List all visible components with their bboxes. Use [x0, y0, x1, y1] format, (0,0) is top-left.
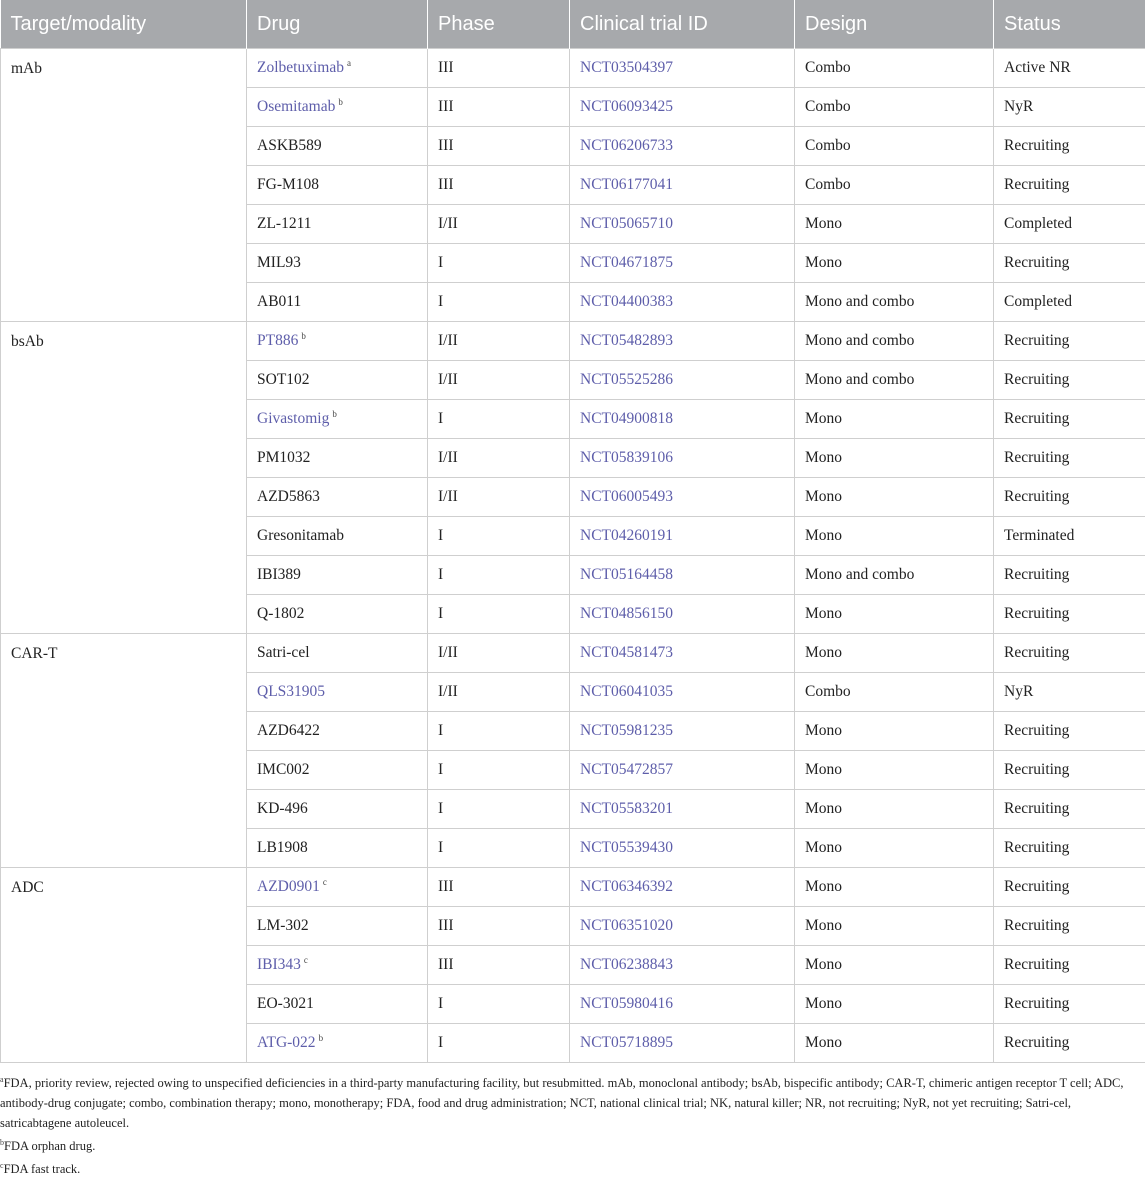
drug-name: Q-1802 [257, 605, 304, 622]
drug-name: Satri-cel [257, 644, 310, 661]
trial-id-cell[interactable] [570, 946, 795, 985]
trial-id-cell[interactable] [570, 634, 795, 673]
trial-id-link[interactable]: NCT05164458 [580, 566, 673, 583]
footnote-marker: b [338, 97, 343, 107]
footnote-marker: b [332, 409, 337, 419]
design-cell: Mono [795, 595, 994, 634]
trial-id-cell[interactable] [570, 127, 795, 166]
design-cell: Mono [795, 205, 994, 244]
drug-name: AZD5863 [257, 488, 320, 505]
drug-cell [247, 634, 428, 673]
trial-id-cell[interactable] [570, 283, 795, 322]
footnote-mark: c [0, 1161, 4, 1170]
phase-cell: I/II [428, 361, 570, 400]
trial-id-cell[interactable] [570, 1024, 795, 1063]
trial-id-link[interactable]: NCT05980416 [580, 995, 673, 1012]
trial-id-cell[interactable] [570, 751, 795, 790]
drug-link[interactable]: Givastomig [257, 411, 329, 428]
design-cell: Mono and combo [795, 283, 994, 322]
status-cell: Recruiting [994, 556, 1145, 595]
drug-cell [247, 166, 428, 205]
drug-cell [247, 556, 428, 595]
phase-cell: I [428, 985, 570, 1024]
drug-cell[interactable] [247, 868, 428, 907]
drug-cell[interactable] [247, 673, 428, 712]
design-cell: Mono [795, 985, 994, 1024]
trial-id-cell[interactable] [570, 556, 795, 595]
drug-cell[interactable] [247, 322, 428, 361]
drug-name: ASKB589 [257, 137, 322, 154]
header-drug: Drug [247, 0, 428, 49]
trial-id-link[interactable]: NCT04900818 [580, 410, 673, 427]
status-cell: Recruiting [994, 751, 1145, 790]
phase-cell: I [428, 712, 570, 751]
drug-link[interactable]: ATG-022 [257, 1035, 316, 1052]
drug-cell[interactable] [247, 400, 428, 439]
design-cell: Mono and combo [795, 556, 994, 595]
phase-cell: I [428, 400, 570, 439]
drug-link[interactable]: Osemitamab [257, 99, 335, 116]
design-cell: Mono [795, 868, 994, 907]
phase-cell: I/II [428, 634, 570, 673]
table-row [1, 868, 1145, 907]
drug-name: FG-M108 [257, 176, 319, 193]
phase-cell: III [428, 49, 570, 88]
footnote-a [0, 1070, 1145, 1133]
design-cell: Mono [795, 244, 994, 283]
phase-cell: I/II [428, 322, 570, 361]
footnote-text: FDA orphan drug. [4, 1139, 95, 1153]
drug-link[interactable]: QLS31905 [257, 683, 325, 700]
trial-id-cell[interactable] [570, 361, 795, 400]
status-cell: Recruiting [994, 595, 1145, 634]
status-cell: Recruiting [994, 1024, 1145, 1063]
status-cell: Recruiting [994, 790, 1145, 829]
design-cell: Mono [795, 478, 994, 517]
trial-id-link[interactable]: NCT06351020 [580, 917, 673, 934]
drug-cell [247, 127, 428, 166]
footnote-text: FDA fast track. [4, 1162, 81, 1176]
design-cell: Mono [795, 946, 994, 985]
phase-cell: I [428, 595, 570, 634]
phase-cell: I [428, 556, 570, 595]
phase-cell: I [428, 751, 570, 790]
header-phase: Phase [428, 0, 570, 49]
footnote-marker: b [319, 1033, 324, 1043]
status-cell: Recruiting [994, 829, 1145, 868]
drug-name: LB1908 [257, 839, 308, 856]
trial-id-cell[interactable] [570, 517, 795, 556]
status-cell: Recruiting [994, 985, 1145, 1024]
drug-cell [247, 244, 428, 283]
drug-name: AB011 [257, 293, 301, 310]
status-cell: Recruiting [994, 400, 1145, 439]
trial-id-cell[interactable] [570, 88, 795, 127]
trial-id-cell[interactable] [570, 244, 795, 283]
drug-name: MIL93 [257, 254, 301, 271]
table-header [1, 0, 1145, 49]
trial-id-link[interactable]: NCT05583201 [580, 800, 673, 817]
header-design: Design [795, 0, 994, 49]
trial-id-link[interactable]: NCT05472857 [580, 761, 673, 778]
design-cell: Mono and combo [795, 361, 994, 400]
design-cell: Mono [795, 907, 994, 946]
drug-cell[interactable] [247, 49, 428, 88]
drug-name: ZL-1211 [257, 215, 312, 232]
footnote-mark: a [0, 1075, 4, 1084]
phase-cell: III [428, 88, 570, 127]
drug-name: EO-3021 [257, 995, 314, 1012]
phase-cell: I [428, 283, 570, 322]
footnote-mark: b [0, 1138, 4, 1147]
trial-id-link[interactable]: NCT04856150 [580, 605, 673, 622]
table-body [1, 49, 1145, 1063]
design-cell: Mono [795, 751, 994, 790]
drug-cell [247, 751, 428, 790]
status-cell: Recruiting [994, 946, 1145, 985]
drug-name: AZD6422 [257, 722, 320, 739]
trial-id-link[interactable]: NCT05525286 [580, 371, 673, 388]
trial-id-cell[interactable] [570, 790, 795, 829]
design-cell: Combo [795, 673, 994, 712]
status-cell: Active NR [994, 49, 1145, 88]
trial-id-link[interactable]: NCT05981235 [580, 722, 673, 739]
design-cell: Mono and combo [795, 322, 994, 361]
design-cell: Mono [795, 517, 994, 556]
phase-cell: III [428, 868, 570, 907]
status-cell: Recruiting [994, 244, 1145, 283]
design-cell: Mono [795, 439, 994, 478]
modality-cell: CAR-T [1, 634, 247, 868]
phase-cell: I/II [428, 205, 570, 244]
trial-id-link[interactable]: NCT04260191 [580, 527, 673, 544]
footnote-text: FDA, priority review, rejected owing to unspecified deficiencies in a third-party manufacturing facility, but resubmitted. mAb, monoclonal antibody; bsAb, bispecific antibody; CAR-T, chimeric antigen receptor T cell; ADC, antibody-drug conjugate; combo, combination therapy; mono, monotherapy; FDA, food and drug administration; NCT, national clinical trial; NK, natural killer; NR, not recruiting; NyR, not yet recruiting; Satri-cel, satricabtagene autoleucel. [0, 1076, 1124, 1130]
drug-name: KD-496 [257, 800, 308, 817]
status-cell: Recruiting [994, 712, 1145, 751]
status-cell: Terminated [994, 517, 1145, 556]
drug-cell[interactable] [247, 88, 428, 127]
design-cell: Mono [795, 1024, 994, 1063]
drug-cell [247, 907, 428, 946]
phase-cell: I [428, 1024, 570, 1063]
drug-name: IMC002 [257, 761, 310, 778]
design-cell: Combo [795, 166, 994, 205]
drug-cell [247, 478, 428, 517]
phase-cell: I/II [428, 673, 570, 712]
header-row [1, 0, 1145, 49]
trial-id-link[interactable]: NCT05839106 [580, 449, 673, 466]
drug-name: LM-302 [257, 917, 309, 934]
trial-id-cell[interactable] [570, 907, 795, 946]
modality-cell: mAb [1, 49, 247, 322]
trial-id-cell[interactable] [570, 49, 795, 88]
trial-id-link[interactable]: NCT04581473 [580, 644, 673, 661]
drug-link[interactable]: Zolbetuximab [257, 60, 344, 77]
drug-cell [247, 439, 428, 478]
phase-cell: I [428, 829, 570, 868]
status-cell: NyR [994, 673, 1145, 712]
footnote-marker: c [323, 877, 327, 887]
footnote-marker: a [347, 58, 351, 68]
status-cell: Recruiting [994, 361, 1145, 400]
phase-cell: III [428, 166, 570, 205]
modality-cell: bsAb [1, 322, 247, 634]
status-cell: Recruiting [994, 634, 1145, 673]
trial-id-link[interactable]: NCT05065710 [580, 215, 673, 232]
design-cell: Mono [795, 400, 994, 439]
header-clinical-trial-id: Clinical trial ID [570, 0, 795, 49]
drug-cell [247, 283, 428, 322]
drug-link[interactable]: AZD0901 [257, 879, 320, 896]
drug-link[interactable]: PT886 [257, 333, 298, 350]
status-cell: Recruiting [994, 127, 1145, 166]
trial-id-link[interactable]: NCT06206733 [580, 137, 673, 154]
drug-name: PM1032 [257, 449, 310, 466]
trial-id-link[interactable]: NCT06177041 [580, 176, 673, 193]
header-target-modality: Target/modality [1, 0, 247, 49]
phase-cell: I [428, 244, 570, 283]
design-cell: Combo [795, 88, 994, 127]
drug-cell [247, 361, 428, 400]
phase-cell: III [428, 127, 570, 166]
footnotes [0, 1063, 1145, 1179]
drug-cell [247, 712, 428, 751]
design-cell: Mono [795, 712, 994, 751]
status-cell: Completed [994, 205, 1145, 244]
trial-id-cell[interactable] [570, 478, 795, 517]
phase-cell: I/II [428, 439, 570, 478]
trial-id-link[interactable]: NCT05482893 [580, 332, 673, 349]
trial-id-cell[interactable] [570, 829, 795, 868]
phase-cell: III [428, 907, 570, 946]
drug-cell [247, 790, 428, 829]
footnote-c [0, 1156, 1145, 1179]
status-cell: NyR [994, 88, 1145, 127]
trial-id-cell[interactable] [570, 166, 795, 205]
drug-name: Gresonitamab [257, 527, 344, 544]
drug-cell[interactable] [247, 1024, 428, 1063]
design-cell: Mono [795, 829, 994, 868]
phase-cell: I [428, 517, 570, 556]
header-status: Status [994, 0, 1145, 49]
trial-id-link[interactable]: NCT04400383 [580, 293, 673, 310]
trial-id-cell[interactable] [570, 673, 795, 712]
trial-id-cell[interactable] [570, 868, 795, 907]
drug-link[interactable]: IBI343 [257, 957, 301, 974]
table-row [1, 634, 1145, 673]
status-cell: Completed [994, 283, 1145, 322]
trial-id-cell[interactable] [570, 985, 795, 1024]
footnote-marker: c [304, 955, 308, 965]
modality-cell: ADC [1, 868, 247, 1063]
trial-id-cell[interactable] [570, 322, 795, 361]
trial-id-link[interactable]: NCT06093425 [580, 98, 673, 115]
drug-cell [247, 985, 428, 1024]
drug-cell[interactable] [247, 946, 428, 985]
drug-cell [247, 829, 428, 868]
trial-id-link[interactable]: NCT04671875 [580, 254, 673, 271]
design-cell: Combo [795, 127, 994, 166]
phase-cell: III [428, 946, 570, 985]
trial-id-link[interactable]: NCT05539430 [580, 839, 673, 856]
trial-id-link[interactable]: NCT03504397 [580, 59, 673, 76]
status-cell: Recruiting [994, 439, 1145, 478]
trial-id-cell[interactable] [570, 400, 795, 439]
design-cell: Mono [795, 790, 994, 829]
phase-cell: I/II [428, 478, 570, 517]
trial-id-link[interactable]: NCT06005493 [580, 488, 673, 505]
table-row [1, 322, 1145, 361]
drug-cell [247, 205, 428, 244]
drug-cell [247, 595, 428, 634]
status-cell: Recruiting [994, 868, 1145, 907]
trial-id-link[interactable]: NCT06238843 [580, 956, 673, 973]
drug-cell [247, 517, 428, 556]
trial-id-link[interactable]: NCT06041035 [580, 683, 673, 700]
phase-cell: I [428, 790, 570, 829]
trial-id-cell[interactable] [570, 439, 795, 478]
design-cell: Combo [795, 49, 994, 88]
trial-id-cell[interactable] [570, 595, 795, 634]
footnote-marker: b [301, 331, 306, 341]
status-cell: Recruiting [994, 322, 1145, 361]
drug-name: IBI389 [257, 566, 301, 583]
trial-id-cell[interactable] [570, 712, 795, 751]
status-cell: Recruiting [994, 166, 1145, 205]
trial-id-cell[interactable] [570, 205, 795, 244]
design-cell: Mono [795, 634, 994, 673]
status-cell: Recruiting [994, 478, 1145, 517]
trial-id-link[interactable]: NCT05718895 [580, 1034, 673, 1051]
table-row [1, 49, 1145, 88]
drug-name: SOT102 [257, 371, 310, 388]
status-cell: Recruiting [994, 907, 1145, 946]
trial-id-link[interactable]: NCT06346392 [580, 878, 673, 895]
